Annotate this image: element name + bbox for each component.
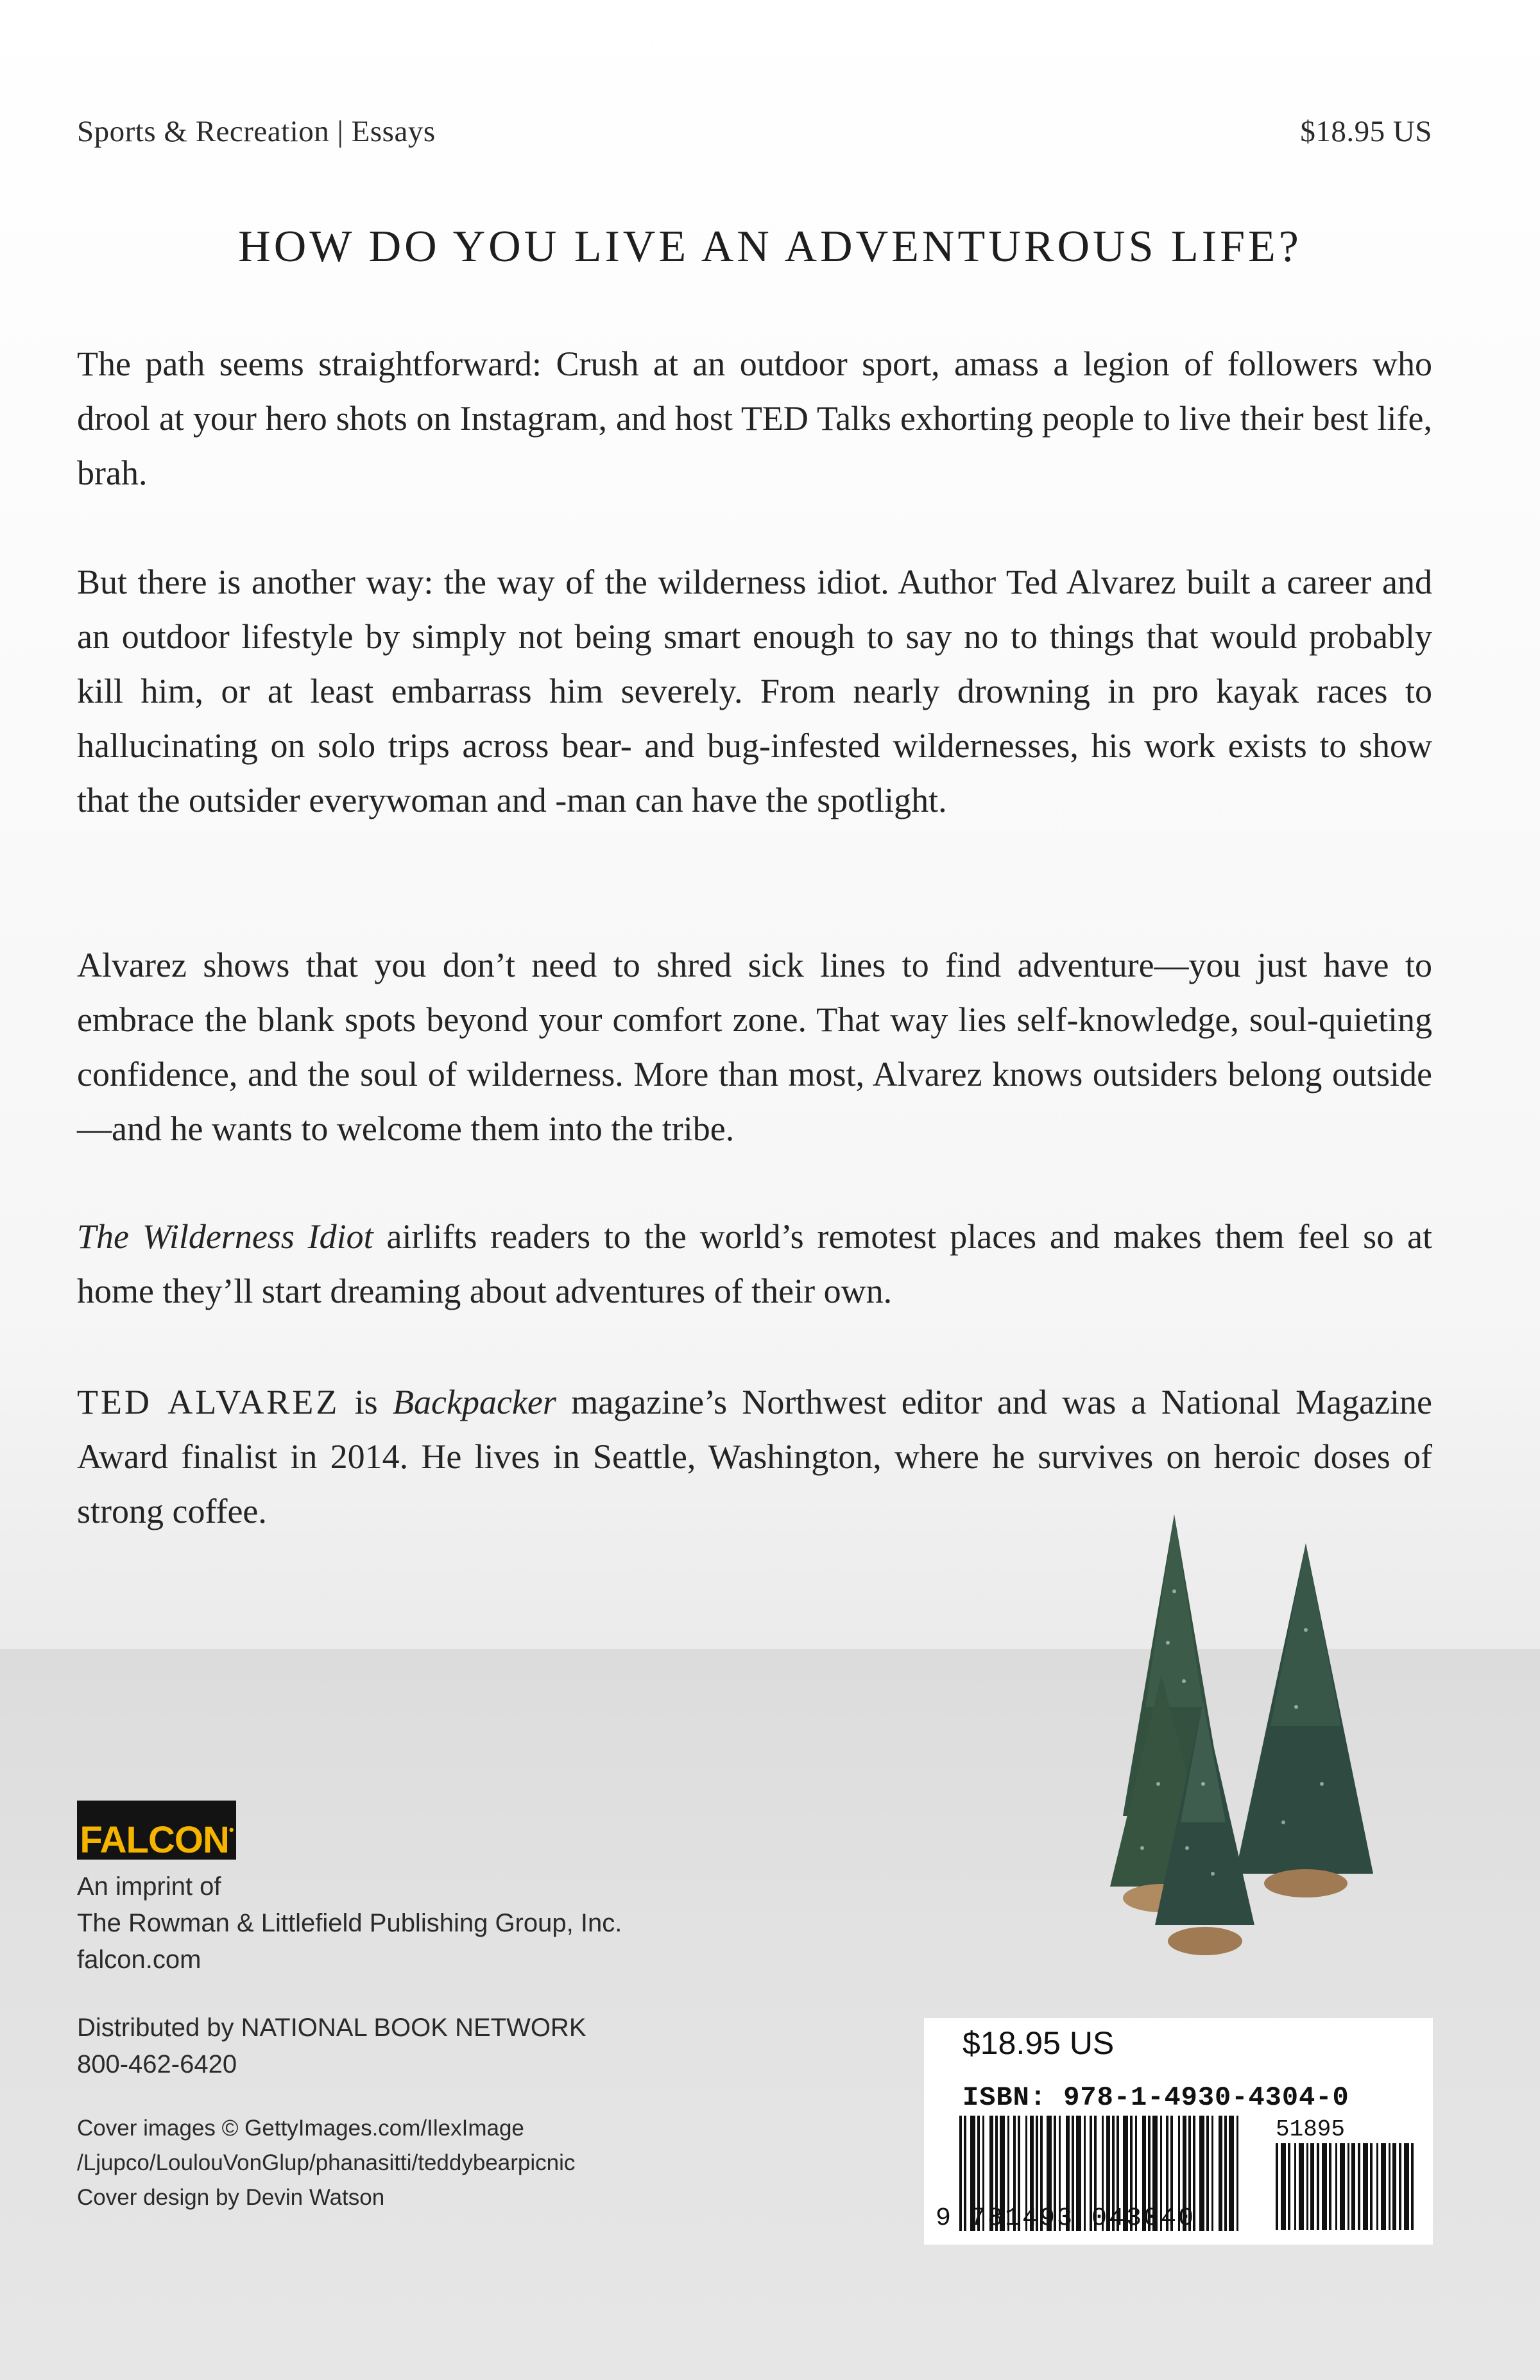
barcode-bar	[1211, 2116, 1213, 2231]
barcode-block	[924, 2018, 1433, 2245]
price-barcode	[1276, 2143, 1417, 2230]
barcode-bar	[1299, 2143, 1304, 2230]
falcon-logo	[77, 1801, 236, 1860]
distributor-info	[77, 2010, 586, 2083]
barcode-bar	[1322, 2143, 1327, 2230]
barcode-bar	[1358, 2143, 1360, 2230]
barcode-bar	[1335, 2143, 1337, 2230]
barcode-bar	[1370, 2143, 1373, 2230]
barcode-bar	[1363, 2143, 1368, 2230]
credit-line-1: Cover images © GettyImages.com/IlexImage	[77, 2116, 524, 2141]
barcode-bar	[1236, 2116, 1238, 2231]
paragraph-wilderness-idiot: But there is another way: the way of the wilderness idiot. Author Ted Alvarez built a career and an outdoor lifestyle by simply not being smart enough to say no to things that would probably kill him, or at least embarrass him severely. From nearly drowning in pro kayak races to hallucinating on solo trips across bear- and bug-infested wildernesses, his work exists to show that the outsider everywoman and -man can have the spotlight.	[77, 563, 1432, 819]
book-title: The Wilderness Idiot	[77, 1217, 373, 1256]
barcode-bar	[1281, 2143, 1286, 2230]
barcode-bar	[1288, 2143, 1290, 2230]
logo-mark: •	[228, 1822, 234, 1838]
barcode-bar	[1399, 2143, 1401, 2230]
price-label: $18.95 US	[1300, 115, 1432, 148]
barcode-bar	[1351, 2143, 1355, 2230]
barcode-bar	[1219, 2116, 1222, 2231]
barcode-bar	[1329, 2143, 1331, 2230]
credit-line-3: Cover design by Devin Watson	[77, 2185, 385, 2210]
barcode-bar	[1411, 2143, 1414, 2230]
barcode-bar	[1376, 2143, 1378, 2230]
barcode-price: $18.95 US	[963, 2025, 1115, 2061]
paragraph-book-summary	[77, 1210, 1432, 1319]
bio-text: magazine’s Northwest editor and was a National Magazine Award finalist in 2014. He lives in Seattle, Washington, where he survives on heroic doses of strong coffee.	[77, 1383, 1432, 1530]
credit-line-2: /Ljupco/LoulouVonGlup/phanasitti/teddybearpicnic	[77, 2150, 576, 2175]
barcode-bar	[1404, 2143, 1409, 2230]
barcode-bar	[1381, 2143, 1386, 2230]
distributor-phone: 800-462-6420	[77, 2050, 237, 2078]
barcode-bar	[1229, 2116, 1234, 2231]
publisher-name: The Rowman & Littlefield Publishing Group, Inc.	[77, 1909, 622, 1937]
barcode-bar	[1206, 2116, 1209, 2231]
publisher-website: falcon.com	[77, 1946, 201, 1974]
bio-connector: is	[339, 1383, 393, 1421]
category-label: Sports & Recreation | Essays	[77, 115, 436, 148]
cover-credits	[77, 2111, 575, 2215]
paragraph-adventure: Alvarez shows that you don’t need to shred sick lines to find adventure—you just have to embrace the blank spots beyond your comfort zone. That way lies self-knowledge, soul-quieting confidence, and the soul of wilderness. More than most, Alvarez knows outsiders belong outside—and he wants to welcome them into the tribe.	[77, 946, 1432, 1148]
logo-text: FALCON	[80, 1819, 229, 1861]
barcode-bar	[1340, 2143, 1345, 2230]
isbn-text: ISBN: 978-1-4930-4304-0	[963, 2082, 1349, 2113]
barcode-bar	[1392, 2143, 1396, 2230]
barcode-bar	[1389, 2143, 1390, 2230]
magazine-name: Backpacker	[393, 1383, 556, 1421]
tree-back-right	[1235, 1543, 1373, 1897]
bottle-brush-trees-image	[1084, 1514, 1373, 1976]
barcode-bar	[1276, 2143, 1278, 2230]
barcode-bar	[1317, 2143, 1319, 2230]
paragraph-intro: The path seems straightforward: Crush at an outdoor sport, amass a legion of followers who drool at your hero shots on Instagram, and host TED Talks exhorting people to live their best life, brah.	[77, 345, 1432, 492]
headline: HOW DO YOU LIVE AN ADVENTUROUS LIFE?	[238, 222, 1302, 271]
barcode-bar	[1310, 2143, 1314, 2230]
summary-text: airlifts readers to the world’s remotest places and makes them feel so at home they’ll start dreaming about adventures of their own.	[77, 1217, 1432, 1310]
barcode-bar	[1224, 2116, 1227, 2231]
publisher-imprint	[77, 1869, 622, 1978]
barcode-bar	[1199, 2116, 1204, 2231]
imprint-line: An imprint of	[77, 1872, 221, 1901]
barcode-bar	[1306, 2143, 1308, 2230]
barcode-bar	[1294, 2143, 1296, 2230]
price-code: 51895	[1276, 2116, 1346, 2143]
barcode-digits: 9 781493 043040	[936, 2204, 1196, 2233]
distributor-name: Distributed by NATIONAL BOOK NETWORK	[77, 2014, 586, 2042]
author-name: TED ALVAREZ	[77, 1383, 340, 1421]
barcode-bar	[1348, 2143, 1349, 2230]
